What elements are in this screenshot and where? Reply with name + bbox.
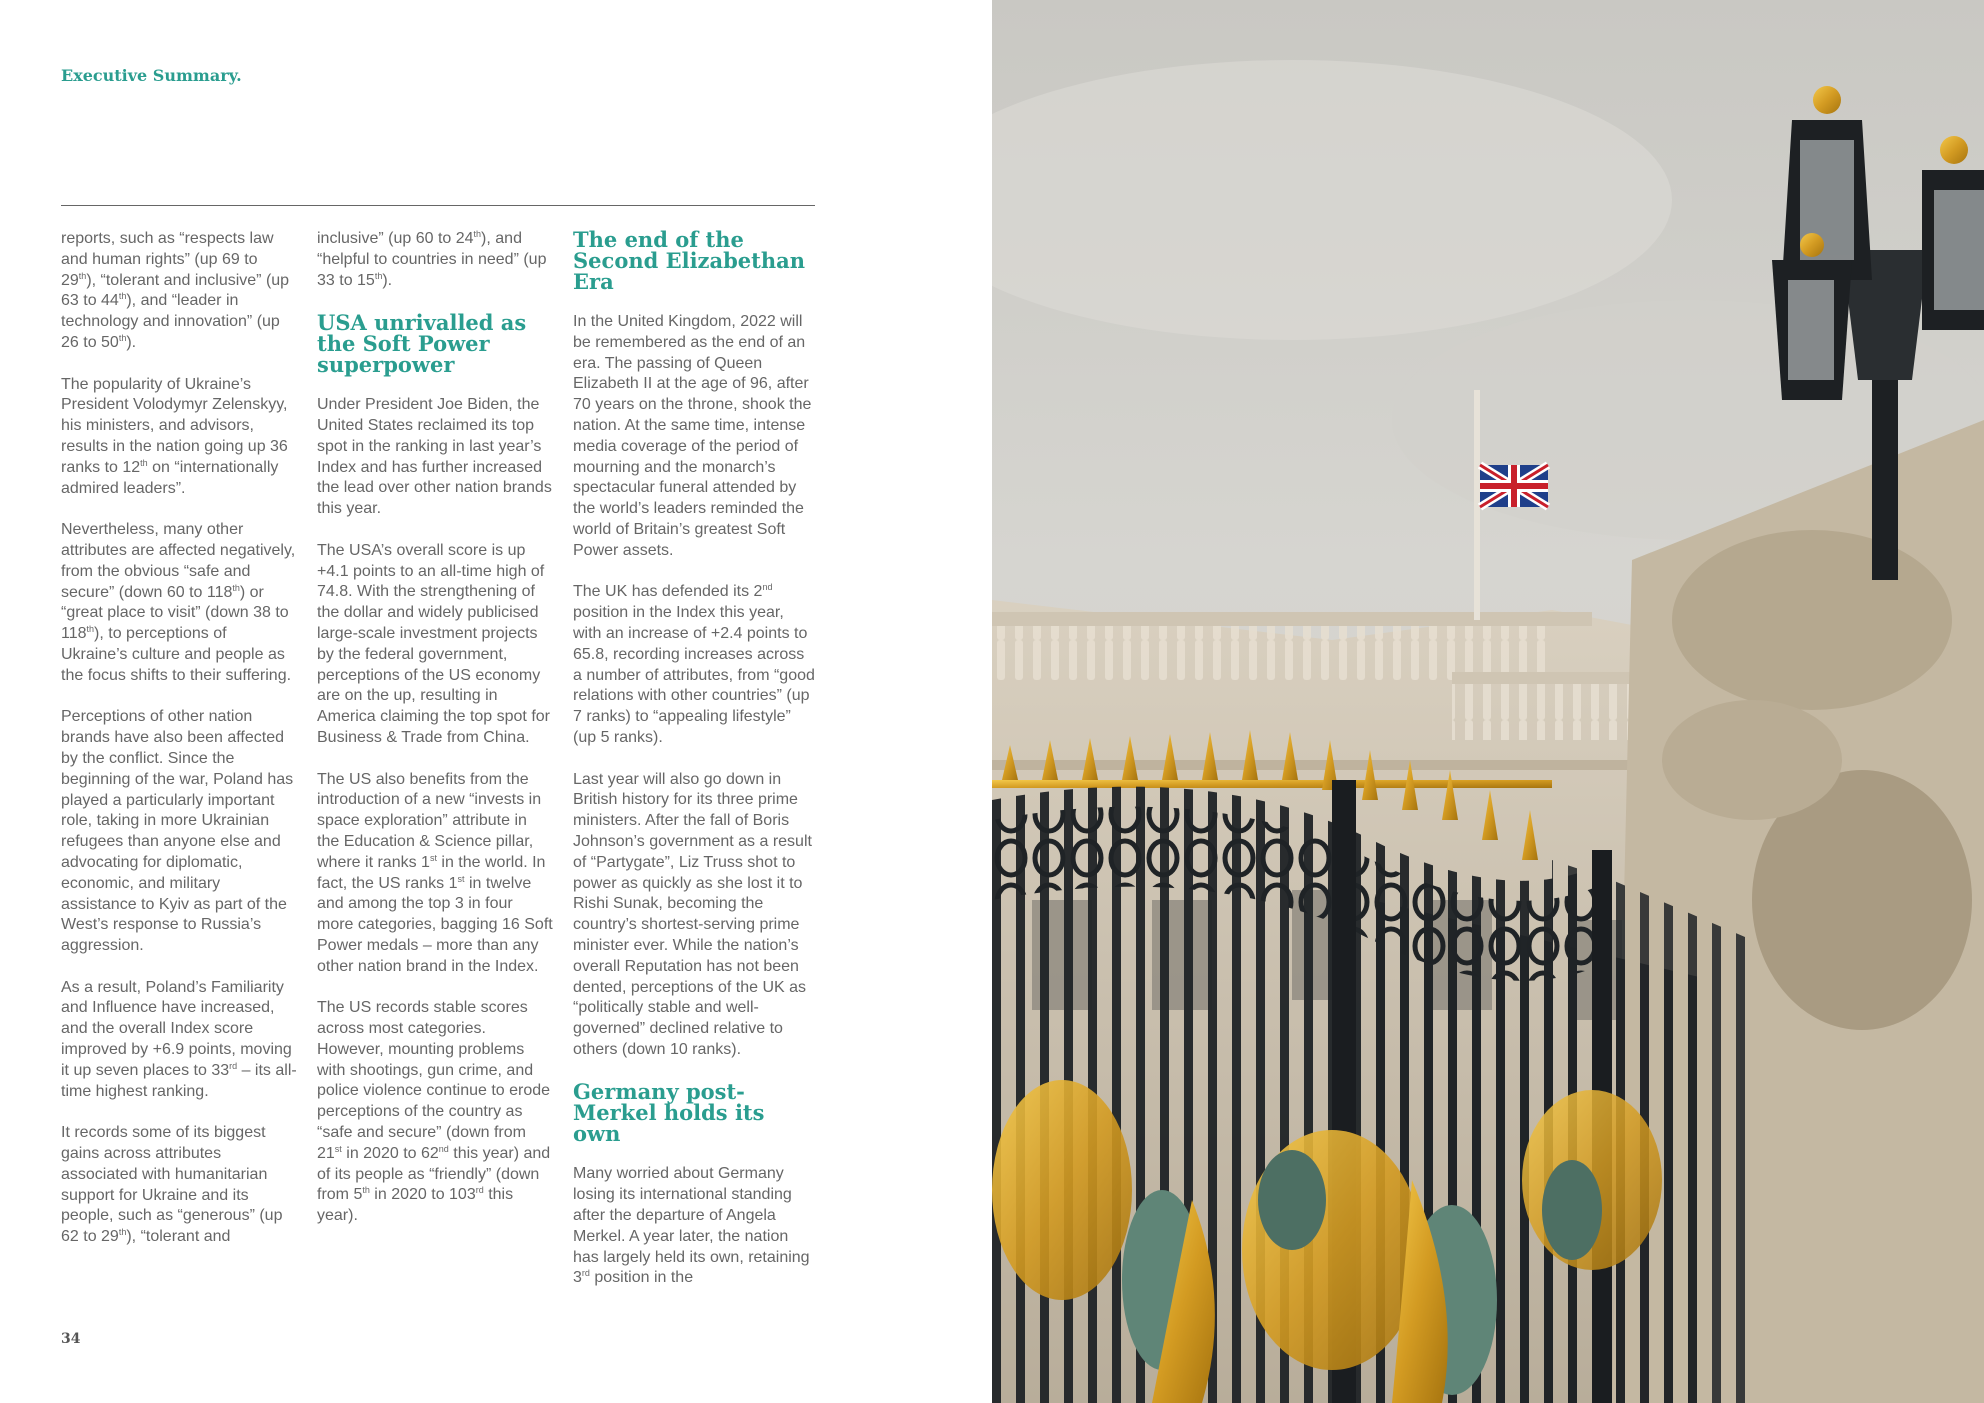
text-run: The popularity of Ukraine’s President Volodymyr Zelenskyy, his ministers, and advisors, results in the nation going up 36 ranks to 12: [61, 375, 288, 476]
ordinal-suffix: th: [118, 1227, 127, 1238]
body-paragraph: [573, 1164, 815, 1289]
text-run: ) or “great place to visit” (down 38 to 118: [61, 583, 289, 643]
body-paragraph: [573, 312, 815, 562]
text-run: ), to perceptions of Ukraine’s culture and people as the focus shifts to their suffering.: [61, 625, 292, 684]
text-run: ).: [126, 333, 137, 351]
text-run: inclusive” (up 60 to 24: [317, 230, 474, 247]
text-run: Many worried about Germany losing its international standing after the departure of Angela Merkel. A year later, the nation has largely held its own, retaining 3: [573, 1165, 810, 1287]
text-run: ).: [382, 271, 393, 289]
ordinal-suffix: th: [362, 1185, 370, 1196]
body-paragraph: [61, 520, 297, 686]
body-paragraph: [61, 978, 297, 1103]
union-flag-icon: [1480, 465, 1548, 507]
body-paragraph: [573, 582, 815, 748]
text-run: in the world. In fact, the US ranks 1: [317, 853, 546, 892]
body-paragraph: [573, 770, 815, 1061]
ordinal-suffix: th: [473, 229, 482, 239]
text-run: this year).: [317, 1186, 514, 1225]
text-run: The UK has defended its 2: [573, 583, 763, 601]
ordinal-suffix: rd: [229, 1060, 238, 1071]
text-run: position in the Index this year, with an increase of +2.4 points to 65.8, recording increases across a number of attributes, from “good relations with other countries” (up 7 ranks) to “appealing lifestyle” (up 5 ranks).: [573, 604, 815, 746]
section-heading: Germany post-Merkel holds its own: [573, 1079, 765, 1147]
body-paragraph: [61, 375, 297, 500]
text-run: Last year will also go down in British history for its three prime ministers. After the fall of Boris Johnson’s government as a result of “Partygate”, Liz Truss shot to power as quickly as she lost it to Rishi Sunak, becoming the country’s shortest-serving prime minister ever. While the nation’s overall Reputation has not been dented, perceptions of the UK as “politically stable and well-governed” declined relative to others (down 10 ranks).: [573, 770, 812, 1058]
text-run: this year) and of its people as “friendly” (down from 5: [317, 1144, 551, 1204]
body-paragraph: [61, 1123, 297, 1248]
section-heading: The end of the Second Elizabethan Era: [573, 227, 805, 294]
ordinal-suffix: st: [457, 873, 465, 884]
text-run: on “internationally admired leaders”.: [61, 458, 279, 497]
text-run: Perceptions of other nation brands have also been affected by the conflict. Since the beginning of the war, Poland has played a particularly important role, taking in more Ukrainian refugees than anyone else and advocating for diplomatic, economic, and military assistance to Kyiv as part of the West’s response to Russia’s aggression.: [61, 708, 294, 955]
text-run: position in the: [589, 1269, 694, 1287]
text-run: As a result, Poland’s Familiarity and Influence have increased, and the overall Index score improved by +6.9 points, moving it up seven places to 33: [61, 978, 292, 1079]
ordinal-suffix: th: [232, 582, 240, 593]
ordinal-suffix: st: [429, 852, 437, 863]
body-paragraph: [61, 707, 297, 957]
body-paragraph: [317, 229, 553, 291]
text-column-2: [317, 229, 553, 1248]
section-label: Executive Summary.: [61, 66, 242, 85]
body-paragraph: [317, 998, 553, 1227]
text-run: in 2020 to 62: [341, 1144, 439, 1162]
text-run: Under President Joe Biden, the United States reclaimed its top spot in the ranking in last year’s Index and has further increased the lead over other nation brands this year.: [317, 396, 552, 518]
text-run: in twelve and among the top 3 in four more categories, bagging 16 Soft Power medals – more than any other nation brand in the Index.: [317, 874, 553, 975]
body-paragraph: [317, 541, 553, 749]
ordinal-suffix: th: [140, 457, 148, 468]
ordinal-suffix: th: [78, 270, 87, 281]
text-run: The US also benefits from the introduction of a new “invests in space exploration” attribute in the Education & Science pillar, where it ranks 1: [317, 770, 542, 871]
ordinal-suffix: th: [86, 624, 95, 635]
text-run: ), and “leader in technology and innovation” (up 26 to 50: [61, 292, 280, 351]
text-run: The US records stable scores across most categories. However, mounting problems with shootings, gun crime, and police violence continue to erode perceptions of the country as “safe and secure” (down from 21: [317, 999, 551, 1162]
ordinal-suffix: st: [334, 1143, 342, 1154]
text-run: in 2020 to 103: [369, 1186, 476, 1204]
ordinal-suffix: th: [118, 291, 127, 302]
ordinal-suffix: th: [118, 332, 127, 343]
ordinal-suffix: th: [374, 270, 383, 281]
body-paragraph: [317, 395, 553, 520]
text-run: – its all-time highest ranking.: [61, 1061, 297, 1100]
palace-gate-illustration: [992, 0, 1984, 1403]
ordinal-suffix: rd: [581, 1268, 590, 1279]
text-run: Nevertheless, many other attributes are affected negatively, from the obvious “safe and secure” (down 60 to 118: [61, 521, 296, 601]
text-run: ), and “helpful to countries in need” (up 33 to 15: [317, 230, 547, 289]
body-paragraph: [317, 770, 553, 978]
section-heading: USA unrivalled as the Soft Power superpower: [317, 310, 527, 378]
text-run: reports, such as “respects law and human rights” (up 69 to 29: [61, 230, 274, 289]
page-number: 34: [61, 1331, 81, 1347]
text-run: It records some of its biggest gains across attributes associated with humanitarian support for Ukraine and its people, such as “generous” (up 62 to 29: [61, 1124, 283, 1246]
text-column-1: [61, 229, 297, 1269]
body-paragraph: [61, 229, 297, 354]
ordinal-suffix: nd: [438, 1143, 449, 1154]
ordinal-suffix: rd: [475, 1185, 484, 1196]
text-column-3: [573, 229, 815, 1310]
ordinal-suffix: nd: [762, 582, 773, 593]
palace-gate-photo: [992, 0, 1984, 1403]
text-run: In the United Kingdom, 2022 will be remembered as the end of an era. The passing of Queen Elizabeth II at the age of 96, after 70 years on the throne, shook the nation. At the same time, intense media coverage of the period of mourning and the monarch’s spectacular funeral attended by the world’s leaders reminded the world of Britain’s greatest Soft Power assets.: [573, 313, 812, 559]
text-run: The USA’s overall score is up +4.1 points to an all-time high of 74.8. With the strengthening of the dollar and widely publicised large-scale investment projects by the federal government, perceptions of the US economy are on the up, resulting in America claiming the top spot for Business & Trade from China.: [317, 541, 550, 746]
text-run: ), “tolerant and: [126, 1228, 231, 1246]
text-run: ), “tolerant and inclusive” (up 63 to 44: [61, 271, 290, 310]
header-rule: [61, 205, 815, 206]
